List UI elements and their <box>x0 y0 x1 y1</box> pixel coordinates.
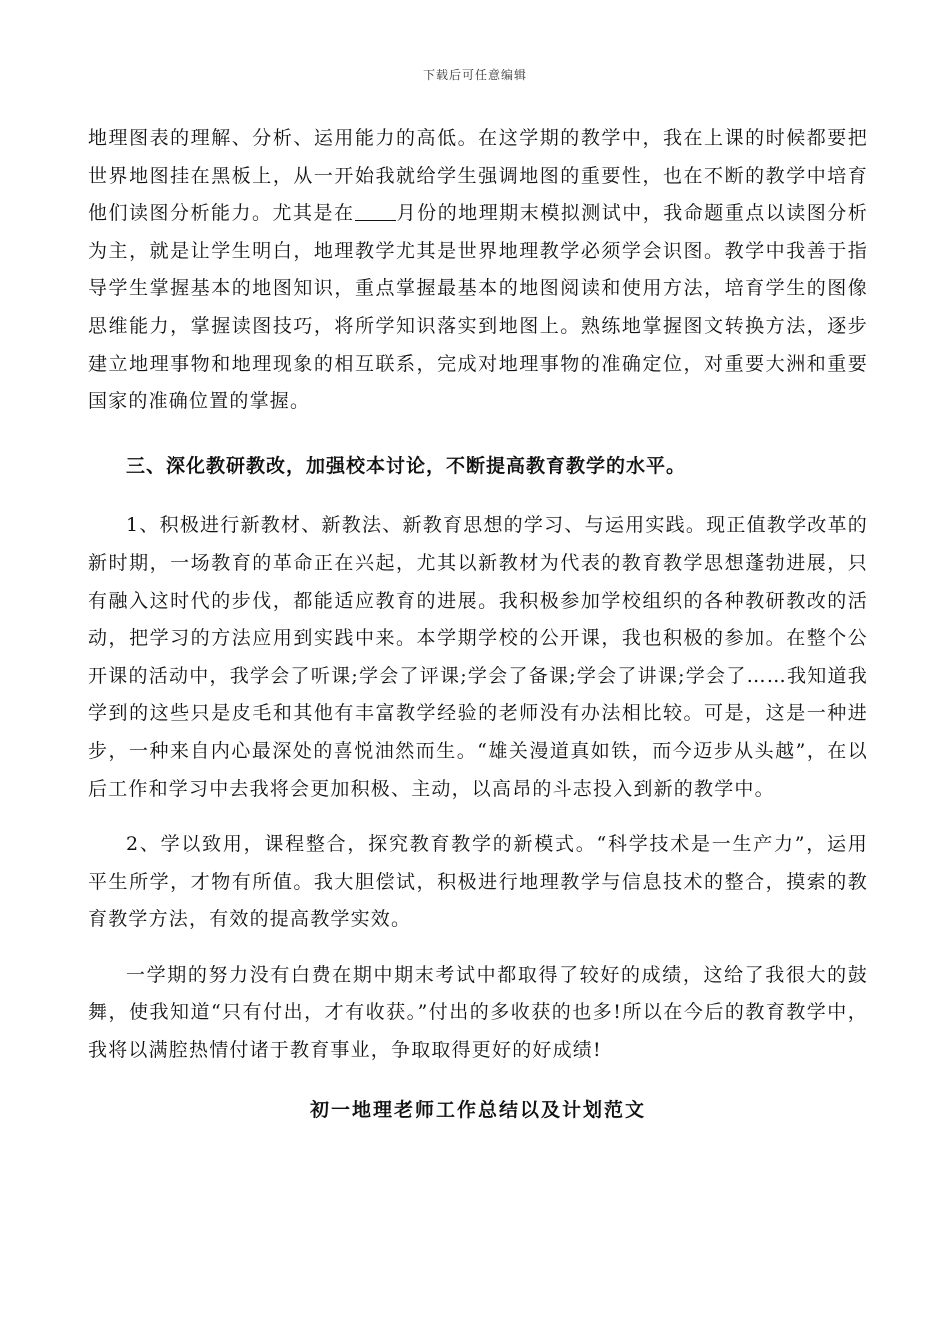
page-header-note: 下载后可任意编辑 <box>422 68 527 82</box>
paragraph-map-skills <box>88 120 868 421</box>
paragraph-text-part-1: 地理图表的理解、分析、运用能力的高低。在这学期的教学中，我在上课的时候都要把世界地图挂在黑板上，从一开始我就给学生强调地图的重要性，也在不断的教学中培育他们读图分析能力。尤其是在 <box>88 127 868 225</box>
paragraph-curriculum-integration: 2、学以致用，课程整合，探究教育教学的新模式。“科学技术是一生产力”，运用平生所学，才物有所值。我大胆偿试，积极进行地理教学与信息技术的整合，摸索的教育教学方法，有效的提高教学实效。 <box>88 833 868 931</box>
section-heading-3: 三、深化教研教改，加强校本讨论，不断提高教育教学的水平。 <box>126 454 687 477</box>
paragraph-text-part-2: 月份的地理期末模拟测试中，我命题重点以读图分析为主，就是让学生明白，地理教学尤其是世界地理教学必须学会识图。教学中我善于指导学生掌握基本的地图知识，重点掌握最基本的地图阅读和使用方法，培育学生的图像思维能力，掌握读图技巧，将所学知识落实到地图上。熟练地掌握图文转换方法，逐步建立地理事物和地理现象的相互联系，完成对地理事物的准确定位，对重要大洲和重要国家的准确位置的掌握。 <box>88 202 868 413</box>
next-document-title: 初一地理老师工作总结以及计划范文 <box>309 1098 646 1121</box>
fill-in-blank <box>355 201 397 221</box>
document-body <box>88 120 868 1129</box>
paragraph-teaching-research: 1、积极进行新教材、新教法、新教育思想的学习、与运用实践。现正值教学改革的新时期，一场教育的革命正在兴起，尤其以新教材为代表的教育教学思想蓬勃进展，只有融入这时代的步伐，都能适应教育的进展。我积极参加学校组织的各种教研教改的活动，把学习的方法应用到实践中来。本学期学校的公开课，我也积极的参加。在整个公开课的活动中，我学会了听课;学会了评课;学会了备课;学会了讲课;学会了……我知道我学到的这些只是皮毛和其他有丰富教学经验的老师没有办法相比较。可是，这是一种进步，一种来自内心最深处的喜悦油然而生。“雄关漫道真如铁，而今迈步从头越”，在以后工作和学习中去我将会更加积极、主动，以高昂的斗志投入到新的教学中。 <box>88 514 868 800</box>
paragraph-conclusion: 一学期的努力没有白费在期中期末考试中都取得了较好的成绩，这给了我很大的鼓舞，使我知道“只有付出，才有收获。”付出的多收获的也多!所以在今后的教育教学中，我将以满腔热情付诸于教育事业，争取取得更好的好成绩! <box>88 963 868 1062</box>
